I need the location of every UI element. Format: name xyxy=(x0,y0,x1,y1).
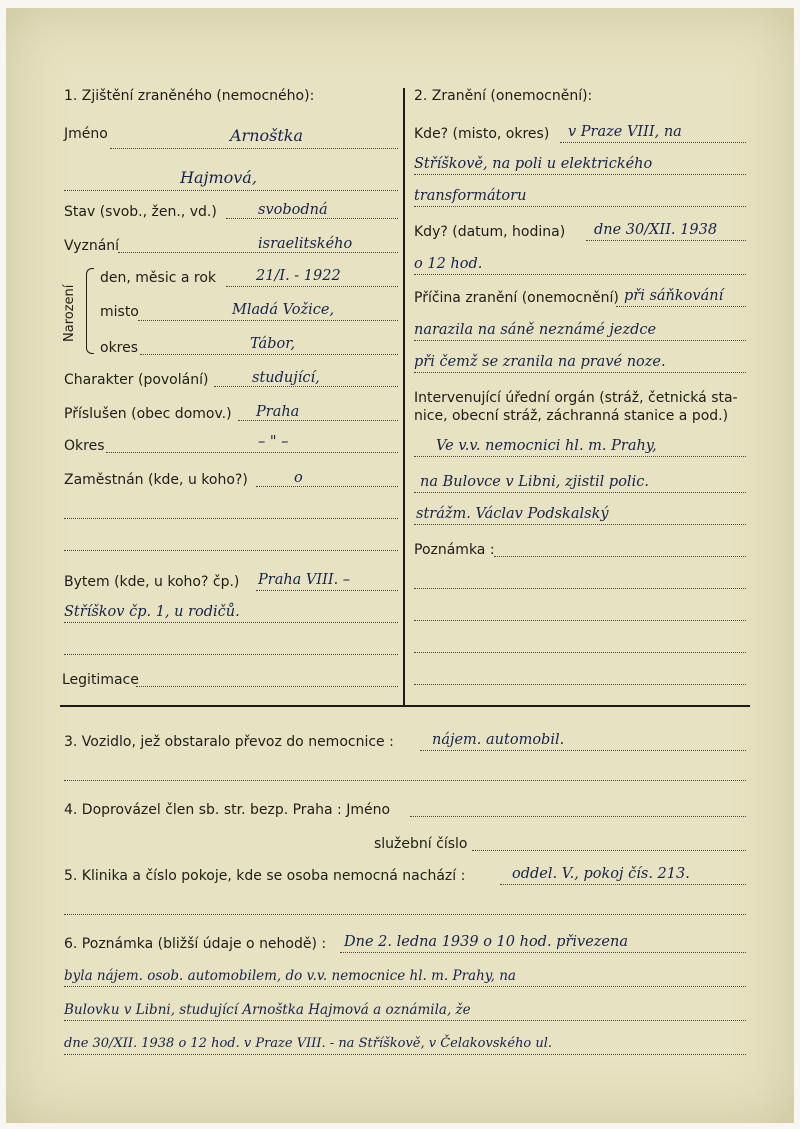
section6-line-4 xyxy=(64,1054,746,1055)
pricina-value-3: při čemž se zranila na pravé noze. xyxy=(414,354,666,370)
kdy-line-2 xyxy=(414,274,746,275)
section3-label: 3. Vozidlo, jež obstaralo převoz do nemocnice : xyxy=(64,734,394,750)
section3-line-1 xyxy=(420,750,746,751)
section5-value: oddel. V., pokoj čís. 213. xyxy=(512,866,690,882)
section5-line-1 xyxy=(500,884,746,885)
section6-value-2: byla nájem. osob. automobilem, do v.v. nemocnice hl. m. Prahy, na xyxy=(64,968,516,984)
stav-label: Stav (svob., žen., vd.) xyxy=(64,204,217,220)
den-line xyxy=(226,286,398,287)
vyznani-line xyxy=(118,252,398,253)
narozeni-label: Narození xyxy=(62,284,77,342)
kde-label: Kde? (misto, okres) xyxy=(414,126,550,142)
column-divider xyxy=(403,88,405,706)
name-line-2 xyxy=(64,190,398,191)
prislusen-label: Příslušen (obec domov.) xyxy=(64,406,232,422)
section4-line-2 xyxy=(472,850,746,851)
section1-heading: 1. Zjištění zraněného (nemocného): xyxy=(64,88,315,104)
poznamka-line-4 xyxy=(414,652,746,653)
pricina-value-1: při sáňkování xyxy=(624,288,724,304)
poznamka-line-3 xyxy=(414,620,746,621)
section4-line-1 xyxy=(410,816,746,817)
section5-label: 5. Klinika a číslo pokoje, kde se osoba nemocná nachází : xyxy=(64,868,466,884)
kde-value-3: transformátoru xyxy=(414,188,527,204)
poznamka-line-2 xyxy=(414,588,746,589)
den-label: den, měsic a rok xyxy=(100,270,217,286)
den-value: 21/I. - 1922 xyxy=(256,268,341,284)
section3-line-2 xyxy=(64,780,746,781)
zamestnan-line-3 xyxy=(64,550,398,551)
pricina-label: Příčina zranění (onemocnění) xyxy=(414,290,619,306)
misto-label: misto xyxy=(100,304,139,320)
poznamka-label: Poznámka : xyxy=(414,542,495,558)
kde-value-2: Stříškově, na poli u elektrického xyxy=(414,156,653,172)
legitimace-label: Legitimace xyxy=(62,672,139,688)
okres-line xyxy=(140,354,398,355)
zamestnan-label: Zaměstnán (kde, u koho?) xyxy=(64,472,248,488)
okres-value: Tábor, xyxy=(250,336,296,352)
poznamka-line-5 xyxy=(414,684,746,685)
section6-value-3: Bulovku v Libni, studující Arnoštka Hajmová a oznámila, že xyxy=(64,1002,471,1018)
name-value-2: Hajmová, xyxy=(180,168,257,187)
bytem-label: Bytem (kde, u koho? čp.) xyxy=(64,574,240,590)
stav-line xyxy=(226,218,398,219)
organ-label-2: nice, obecní stráž, záchranná stanice a pod.) xyxy=(414,408,729,424)
misto-value: Mladá Vožice, xyxy=(232,302,335,318)
name-value-1: Arnoštka xyxy=(230,126,304,145)
prislusen-value: Praha xyxy=(256,404,300,420)
okres-label: okres xyxy=(100,340,139,356)
section5-line-2 xyxy=(64,914,746,915)
legitimace-line xyxy=(136,686,398,687)
organ-line-3 xyxy=(414,524,746,525)
organ-line-1 xyxy=(414,456,746,457)
organ-value-1: Ve v.v. nemocnici hl. m. Prahy, xyxy=(436,438,657,454)
pricina-line-3 xyxy=(414,372,746,373)
vyznani-value: israelitského xyxy=(258,236,353,252)
organ-value-3: strážm. Václav Podskalský xyxy=(416,506,609,522)
prislusen-line xyxy=(238,420,398,421)
section6-label: 6. Poznámka (bližší údaje o nehodě) : xyxy=(64,936,327,952)
organ-value-2: na Bulovce v Libni, zjistil polic. xyxy=(420,474,649,490)
okres2-label: Okres xyxy=(64,438,105,454)
vyznani-label: Vyznání xyxy=(64,238,120,254)
organ-label-1: Intervenující úřední orgán (stráž, četnická sta- xyxy=(414,390,738,406)
kde-line-2 xyxy=(414,174,746,175)
narozeni-brace xyxy=(86,268,94,354)
section6-value-1: Dne 2. ledna 1939 o 10 hod. přivezena xyxy=(344,934,628,950)
kde-value-1: v Praze VIII, na xyxy=(568,124,682,140)
misto-line xyxy=(138,320,398,321)
section3-value: nájem. automobil. xyxy=(432,732,565,748)
bytem-line-1 xyxy=(256,590,398,591)
kde-line-1 xyxy=(560,142,746,143)
section4-cislo-label: služební číslo xyxy=(374,836,468,852)
bytem-line-3 xyxy=(64,654,398,655)
kdy-value-2: o 12 hod. xyxy=(414,256,483,272)
name-label: Jméno xyxy=(64,126,108,142)
kde-line-3 xyxy=(414,206,746,207)
charakter-value: studující, xyxy=(252,370,320,386)
section6-line-2 xyxy=(64,986,746,987)
bytem-line-2 xyxy=(64,622,398,623)
kdy-value-1: dne 30/XII. 1938 xyxy=(594,222,718,238)
bytem-value-1: Praha VIII. – xyxy=(258,572,351,588)
kdy-label: Kdy? (datum, hodina) xyxy=(414,224,566,240)
pricina-value-2: narazila na sáně neznámé jezdce xyxy=(414,322,657,338)
name-line-1 xyxy=(110,148,398,149)
section4-label: 4. Doprovázel člen sb. str. bezp. Praha : Jméno xyxy=(64,802,391,818)
okres2-value: – " – xyxy=(258,434,289,450)
organ-line-2 xyxy=(414,492,746,493)
pricina-line-2 xyxy=(414,340,746,341)
poznamka-line-1 xyxy=(494,556,746,557)
section6-line-1 xyxy=(340,952,746,953)
zamestnan-line-1 xyxy=(256,486,398,487)
stav-value: svobodná xyxy=(258,202,328,218)
okres2-line xyxy=(106,452,398,453)
section-divider xyxy=(60,705,750,707)
bytem-value-2: Stříškov čp. 1, u rodičů. xyxy=(64,604,240,620)
pricina-line-1 xyxy=(616,306,746,307)
section2-heading: 2. Zranění (onemocnění): xyxy=(414,88,593,104)
charakter-label: Charakter (povolání) xyxy=(64,372,209,388)
form-sheet xyxy=(6,8,794,1123)
kdy-line-1 xyxy=(586,240,746,241)
zamestnan-line-2 xyxy=(64,518,398,519)
zamestnan-value: o xyxy=(294,470,303,486)
section6-value-4: dne 30/XII. 1938 o 12 hod. v Praze VIII. - na Stříškově, v Čelakovského ul. xyxy=(64,1036,553,1051)
section6-line-3 xyxy=(64,1020,746,1021)
charakter-line xyxy=(214,386,398,387)
